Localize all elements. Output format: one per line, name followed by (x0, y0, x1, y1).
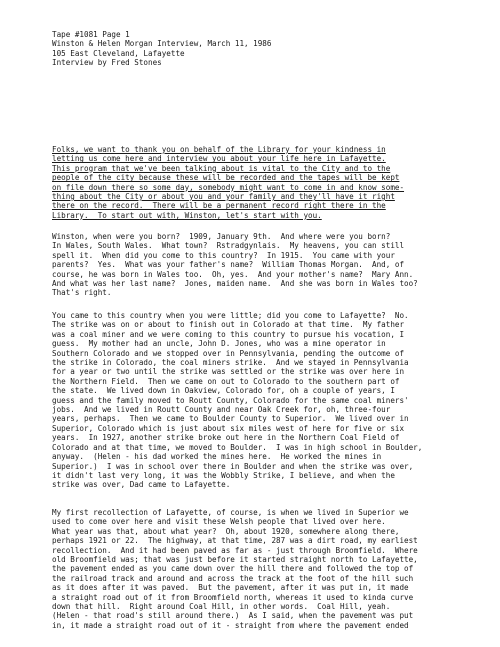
text-line: years, perhaps. Then we came to Boulder County to Superior. We lived over in (52, 414, 409, 424)
text-line: a straight road out of it from Broomfield north, whereas it used to kinda curve (52, 592, 414, 602)
text-line: Winston, when were you born? 1909, January 9th. And where were you born? (52, 232, 391, 241)
text-line: perhaps 1921 or 22. The highway, at that time, 287 was a dirt road, my earliest (52, 536, 418, 546)
text-line: course, he was born in Wales too. Oh, yes. And your mother's name? Mary Ann. (52, 269, 414, 279)
text-line: Library. To start out with, Winston, let's start with you. (52, 210, 322, 220)
text-line: as it does after it was paved. But the pavement, after it was put in, it made (52, 583, 409, 593)
text-line: This program that we've been talking about is vital to the City and to the (52, 163, 391, 173)
paragraph-recollection (52, 508, 488, 630)
interview-title: Winston & Helen Morgan Interview, March 11, 1986 (52, 39, 272, 49)
interviewer-name: Interview by Fred Stones (52, 57, 162, 67)
text-line: people of the city because these will be recorded and the tapes will be kept (52, 173, 400, 183)
text-line: You came to this country when you were little; did you come to Lafayette? No. (52, 311, 409, 320)
paragraph-birth (52, 232, 488, 298)
text-line: Colorado and at that time, we moved to Boulder. I was in high school in Boulder, (52, 442, 423, 452)
text-line: Superior, Colorado which is just about six miles west of here for five or six (52, 423, 405, 433)
text-line: guess. My mother had an uncle, John D. Jones, who was a mine operator in (52, 339, 386, 349)
text-line: the strike in Colorado, the coal miners strike. And we stayed in Pennsylvania (52, 358, 409, 368)
text-line: in, it made a straight road out of it - straight from where the pavement ended (52, 620, 409, 630)
transcript-header (52, 30, 271, 67)
text-line: years. In 1927, another strike broke out here in the Northern Coal Field of (52, 433, 400, 443)
text-line: recollection. And it had been paved as far as - just through Broomfield. Where (52, 545, 418, 555)
text-line: for a year or two until the strike was settled or the strike was over here in (52, 367, 405, 377)
interview-address: 105 East Cleveland, Lafayette (52, 48, 185, 58)
paragraph-intro (52, 145, 488, 220)
text-line: used to come over here and visit these Welsh people that lived over here. (52, 517, 386, 527)
text-line: the pavement ended as you came down over the hill there and followed the top of (52, 564, 414, 574)
text-line: down that hill. Right around Coal Hill, in other words. Coal Hill, yeah. (52, 602, 391, 612)
text-line: old Broomfield was; that was just before it started straight north to Lafayette, (52, 555, 418, 565)
text-line: the railroad track and around and across the track at the foot of the hill such (52, 573, 414, 583)
text-line: strike was over, Dad came to Lafayette. (52, 480, 231, 490)
text-line: And what was her last name? Jones, maiden name. And she was born in Wales too? (52, 279, 418, 289)
text-line: was a coal miner and we were coming to this country to pursue his vocation, I (52, 329, 405, 339)
text-line: The strike was on or about to finish out in Colorado at that time. My father (52, 320, 405, 330)
text-line: the state. We lived down in Oakview, Colorado for, oh a couple of years, I (52, 386, 395, 396)
text-line: Southern Colorado and we stopped over in Pennsylvania, pending the outcome of (52, 348, 405, 358)
text-line: parents? Yes. What was your father's name? William Thomas Morgan. And, of (52, 260, 405, 270)
text-line: guess and the family moved to Routt County, Colorado for the same coal miners' (52, 395, 409, 405)
text-line: on file down there so some day, somebody might want to come in and know some- (52, 182, 405, 192)
text-line: jobs. And we lived in Routt County and near Oak Creek for, oh, three-four (52, 405, 391, 415)
text-line: thing about the City or about you and your family and they'll have it right (52, 192, 395, 202)
text-line: My first recollection of Lafayette, of course, is when we lived in Superior we (52, 508, 409, 517)
text-line: Folks, we want to thank you on behalf of the Library for your kindness in (52, 145, 386, 154)
text-line: (Helen - that road's still around there.) As I said, when the pavement was put (52, 611, 414, 621)
text-line: What year was that, about what year? Oh, about 1920, somewhere along there, (52, 526, 400, 536)
text-line: it didn't last very long, it was the Wobbly Strike, I believe, and when the (52, 470, 395, 480)
tape-label: Tape #1081 Page 1 (52, 30, 130, 39)
paragraph-childhood (52, 311, 488, 490)
text-line: That's right. (52, 288, 112, 298)
text-line: there on the record. There will be a permanent record right there in the (52, 201, 386, 211)
text-line: spell it. When did you come to this country? In 1915. You came with your (52, 250, 395, 260)
text-line: In Wales, South Wales. What town? Rstradgynlais. My heavens, you can still (52, 241, 405, 251)
text-line: anyway. (Helen - his dad worked the mines here. He worked the mines in (52, 452, 382, 462)
text-line: letting us come here and interview you about your life here in Lafayette. (52, 154, 386, 164)
text-line: the Northern Field. Then we came on out to Colorado to the southern part of (52, 376, 400, 386)
text-line: Superior.) I was in school over there in Boulder and when the strike was over, (52, 461, 414, 471)
